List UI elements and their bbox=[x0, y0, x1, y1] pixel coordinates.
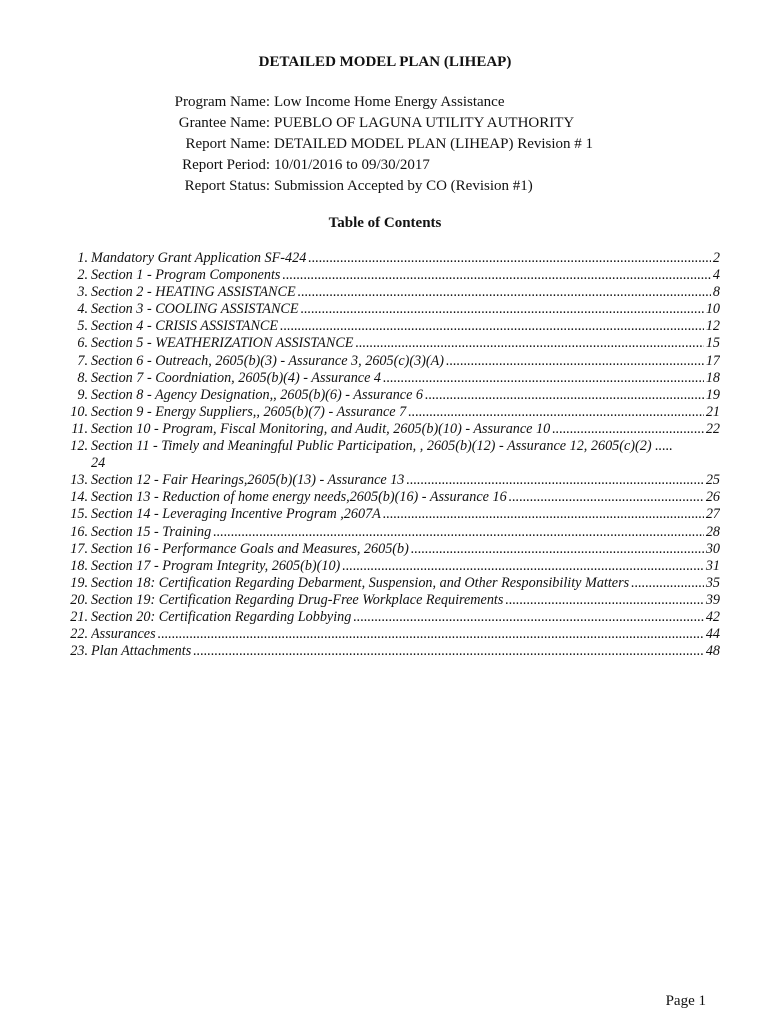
toc-entry-page: 31 bbox=[705, 557, 720, 574]
toc-entry-page: 8 bbox=[712, 284, 720, 301]
toc-entry-title: Section 8 - Agency Designation,, 2605(b)(6) - Assurance 6 bbox=[91, 386, 424, 403]
toc-entry-title: Section 9 - Energy Suppliers,, 2605(b)(7) - Assurance 7 bbox=[91, 403, 407, 420]
meta-value: PUEBLO OF LAGUNA UTILITY AUTHORITY bbox=[274, 115, 575, 131]
toc-entry-page: 17 bbox=[705, 352, 720, 369]
toc-leader-dots bbox=[213, 524, 704, 541]
toc-entry[interactable] bbox=[58, 335, 720, 352]
toc-entry-number: 20. bbox=[70, 591, 88, 608]
toc-entry-page: 30 bbox=[705, 540, 720, 557]
toc-leader-dots bbox=[342, 558, 704, 575]
toc-leader-dots bbox=[505, 592, 703, 609]
table-of-contents bbox=[58, 250, 720, 660]
toc-entry-number: 22. bbox=[70, 626, 88, 643]
toc-entry[interactable] bbox=[58, 421, 720, 438]
meta-row bbox=[0, 155, 770, 176]
toc-entry-number: 14. bbox=[70, 489, 88, 506]
toc-entry[interactable] bbox=[58, 472, 720, 489]
toc-entry-number: 6. bbox=[77, 335, 88, 352]
toc-entry-title: Section 1 - Program Components bbox=[91, 267, 281, 284]
toc-entry-number: 18. bbox=[70, 557, 88, 574]
toc-entry-number: 15. bbox=[70, 506, 88, 523]
toc-entry-title: Section 17 - Program Integrity, 2605(b)(10) bbox=[91, 557, 341, 574]
document-title: DETAILED MODEL PLAN (LIHEAP) bbox=[258, 54, 512, 70]
toc-entry-title: Section 10 - Program, Fiscal Monitoring, and Audit, 2605(b)(10) - Assurance 10 bbox=[91, 420, 551, 437]
toc-entry-number: 5. bbox=[77, 318, 88, 335]
toc-entry-title: Section 4 - CRISIS ASSISTANCE bbox=[91, 318, 279, 335]
toc-entry-number: 10. bbox=[70, 403, 88, 420]
toc-entry-title: Section 13 - Reduction of home energy needs,2605(b)(16) - Assurance 16 bbox=[91, 489, 507, 506]
meta-label: Grantee Name: bbox=[178, 115, 270, 131]
toc-entry-page: 10 bbox=[705, 301, 720, 318]
toc-entry-number: 17. bbox=[70, 540, 88, 557]
toc-entry[interactable] bbox=[58, 541, 720, 558]
toc-entry-number: 12. bbox=[70, 438, 88, 455]
toc-leader-dots bbox=[552, 421, 704, 438]
toc-entry-title: Mandatory Grant Application SF-424 bbox=[91, 250, 307, 266]
meta-row bbox=[0, 134, 770, 155]
toc-entry-page: 39 bbox=[705, 591, 720, 608]
toc-entry-page: 26 bbox=[705, 489, 720, 506]
toc-leader-dots bbox=[355, 335, 703, 352]
toc-entry-number: 11. bbox=[71, 420, 88, 437]
toc-entry[interactable] bbox=[58, 250, 720, 267]
toc-entry-title: Section 11 - Timely and Meaningful Public Participation, , 2605(b)(12) - Assurance 12, 2605(c)(2) ..... bbox=[91, 438, 673, 455]
toc-entry-page: 35 bbox=[705, 574, 720, 591]
toc-entry-page: 21 bbox=[705, 403, 720, 420]
toc-entry[interactable] bbox=[58, 318, 720, 335]
meta-value: 10/01/2016 to 09/30/2017 bbox=[274, 157, 430, 173]
toc-entry[interactable] bbox=[58, 267, 720, 284]
toc-entry[interactable] bbox=[58, 489, 720, 506]
toc-leader-dots bbox=[282, 267, 710, 284]
toc-entry-title: Section 2 - HEATING ASSISTANCE bbox=[91, 284, 296, 301]
toc-leader-dots bbox=[411, 541, 704, 558]
toc-entry[interactable] bbox=[58, 506, 720, 523]
toc-entry[interactable] bbox=[58, 387, 720, 404]
toc-entry-number: 9. bbox=[77, 386, 88, 403]
report-metadata bbox=[0, 92, 770, 197]
toc-leader-dots bbox=[408, 404, 704, 421]
toc-leader-dots bbox=[301, 301, 704, 318]
toc-entry[interactable] bbox=[58, 609, 720, 626]
toc-entry[interactable] bbox=[58, 301, 720, 318]
toc-entry-page: 48 bbox=[705, 643, 720, 660]
toc-entry-title: Section 19: Certification Regarding Drug-Free Workplace Requirements bbox=[91, 591, 504, 608]
toc-entry-page: 15 bbox=[705, 335, 720, 352]
toc-entry[interactable] bbox=[58, 592, 720, 609]
toc-leader-dots bbox=[193, 643, 704, 660]
toc-entry-title: Assurances bbox=[91, 626, 156, 643]
meta-row bbox=[0, 92, 770, 113]
toc-entry-title: Section 20: Certification Regarding Lobbying bbox=[91, 608, 352, 625]
toc-entry-page: 28 bbox=[705, 523, 720, 540]
toc-leader-dots bbox=[406, 472, 703, 489]
meta-value: DETAILED MODEL PLAN (LIHEAP) Revision # 1 bbox=[274, 136, 594, 152]
toc-entry-title: Section 7 - Coordniation, 2605(b)(4) - Assurance 4 bbox=[91, 369, 382, 386]
toc-entry[interactable] bbox=[58, 524, 720, 541]
toc-entry-title: Section 15 - Training bbox=[91, 523, 212, 540]
toc-entry-title: Section 14 - Leveraging Incentive Program ,2607A bbox=[91, 506, 381, 523]
toc-leader-dots bbox=[280, 318, 704, 335]
toc-entry-number: 7. bbox=[77, 352, 88, 369]
meta-row bbox=[0, 176, 770, 197]
toc-entry-title: Section 18: Certification Regarding Debarment, Suspension, and Other Responsibility Matters bbox=[91, 574, 630, 591]
toc-entry-page: 25 bbox=[705, 472, 720, 489]
toc-entry[interactable] bbox=[58, 643, 720, 660]
toc-entry-number: 3. bbox=[77, 284, 88, 301]
toc-entry[interactable] bbox=[58, 438, 720, 472]
toc-entry[interactable] bbox=[58, 370, 720, 387]
toc-leader-dots bbox=[158, 626, 704, 643]
meta-value: Submission Accepted by CO (Revision #1) bbox=[274, 178, 533, 194]
meta-row bbox=[0, 113, 770, 134]
toc-entry-number: 1. bbox=[77, 250, 88, 266]
toc-entry[interactable] bbox=[58, 353, 720, 370]
meta-label: Report Name: bbox=[185, 136, 270, 152]
toc-entry-page: 42 bbox=[705, 608, 720, 625]
toc-entry[interactable] bbox=[58, 558, 720, 575]
meta-label: Program Name: bbox=[174, 94, 270, 110]
toc-leader-dots bbox=[631, 575, 704, 592]
toc-entry-number: 23. bbox=[70, 643, 88, 660]
toc-entry-page: 27 bbox=[705, 506, 720, 523]
meta-label: Report Status: bbox=[184, 178, 270, 194]
toc-entry-page: 2 bbox=[712, 250, 720, 266]
toc-entry[interactable] bbox=[58, 404, 720, 421]
toc-entry[interactable] bbox=[58, 284, 720, 301]
toc-entry-page: 24 bbox=[91, 455, 106, 472]
toc-leader-dots bbox=[383, 370, 704, 387]
toc-entry-title: Section 16 - Performance Goals and Measures, 2605(b) bbox=[91, 540, 409, 557]
toc-entry-number: 8. bbox=[77, 369, 88, 386]
toc-leader-dots bbox=[425, 387, 704, 404]
toc-entry-number: 21. bbox=[70, 608, 88, 625]
toc-entry-number: 4. bbox=[77, 301, 88, 318]
meta-label: Report Period: bbox=[182, 157, 270, 173]
toc-entry-title: Section 3 - COOLING ASSISTANCE bbox=[91, 301, 299, 318]
toc-entry-page: 4 bbox=[712, 267, 720, 284]
toc-entry-title: Section 5 - WEATHERIZATION ASSISTANCE bbox=[91, 335, 354, 352]
toc-entry-number: 16. bbox=[70, 523, 88, 540]
toc-entry-title: Plan Attachments bbox=[91, 643, 192, 660]
toc-entry-page: 44 bbox=[705, 626, 720, 643]
toc-entry-page: 22 bbox=[705, 420, 720, 437]
toc-heading: Table of Contents bbox=[328, 215, 442, 231]
toc-entry[interactable] bbox=[58, 626, 720, 643]
toc-entry-title: Section 12 - Fair Hearings,2605(b)(13) - Assurance 13 bbox=[91, 472, 405, 489]
toc-entry-number: 19. bbox=[70, 574, 88, 591]
page-number: Page 1 bbox=[665, 993, 706, 1009]
toc-entry-number: 2. bbox=[77, 267, 88, 284]
toc-entry-page: 19 bbox=[705, 386, 720, 403]
toc-leader-dots bbox=[446, 353, 704, 370]
toc-leader-dots bbox=[509, 489, 704, 506]
toc-entry[interactable] bbox=[58, 575, 720, 592]
toc-leader-dots bbox=[383, 506, 704, 523]
toc-entry-title: Section 6 - Outreach, 2605(b)(3) - Assurance 3, 2605(c)(3)(A) bbox=[91, 352, 445, 369]
meta-value: Low Income Home Energy Assistance bbox=[274, 94, 505, 110]
toc-leader-dots bbox=[308, 250, 711, 267]
toc-entry-page: 12 bbox=[705, 318, 720, 335]
toc-entry-page: 18 bbox=[705, 369, 720, 386]
toc-leader-dots bbox=[353, 609, 703, 626]
toc-entry-number: 13. bbox=[70, 472, 88, 489]
toc-leader-dots bbox=[298, 284, 711, 301]
